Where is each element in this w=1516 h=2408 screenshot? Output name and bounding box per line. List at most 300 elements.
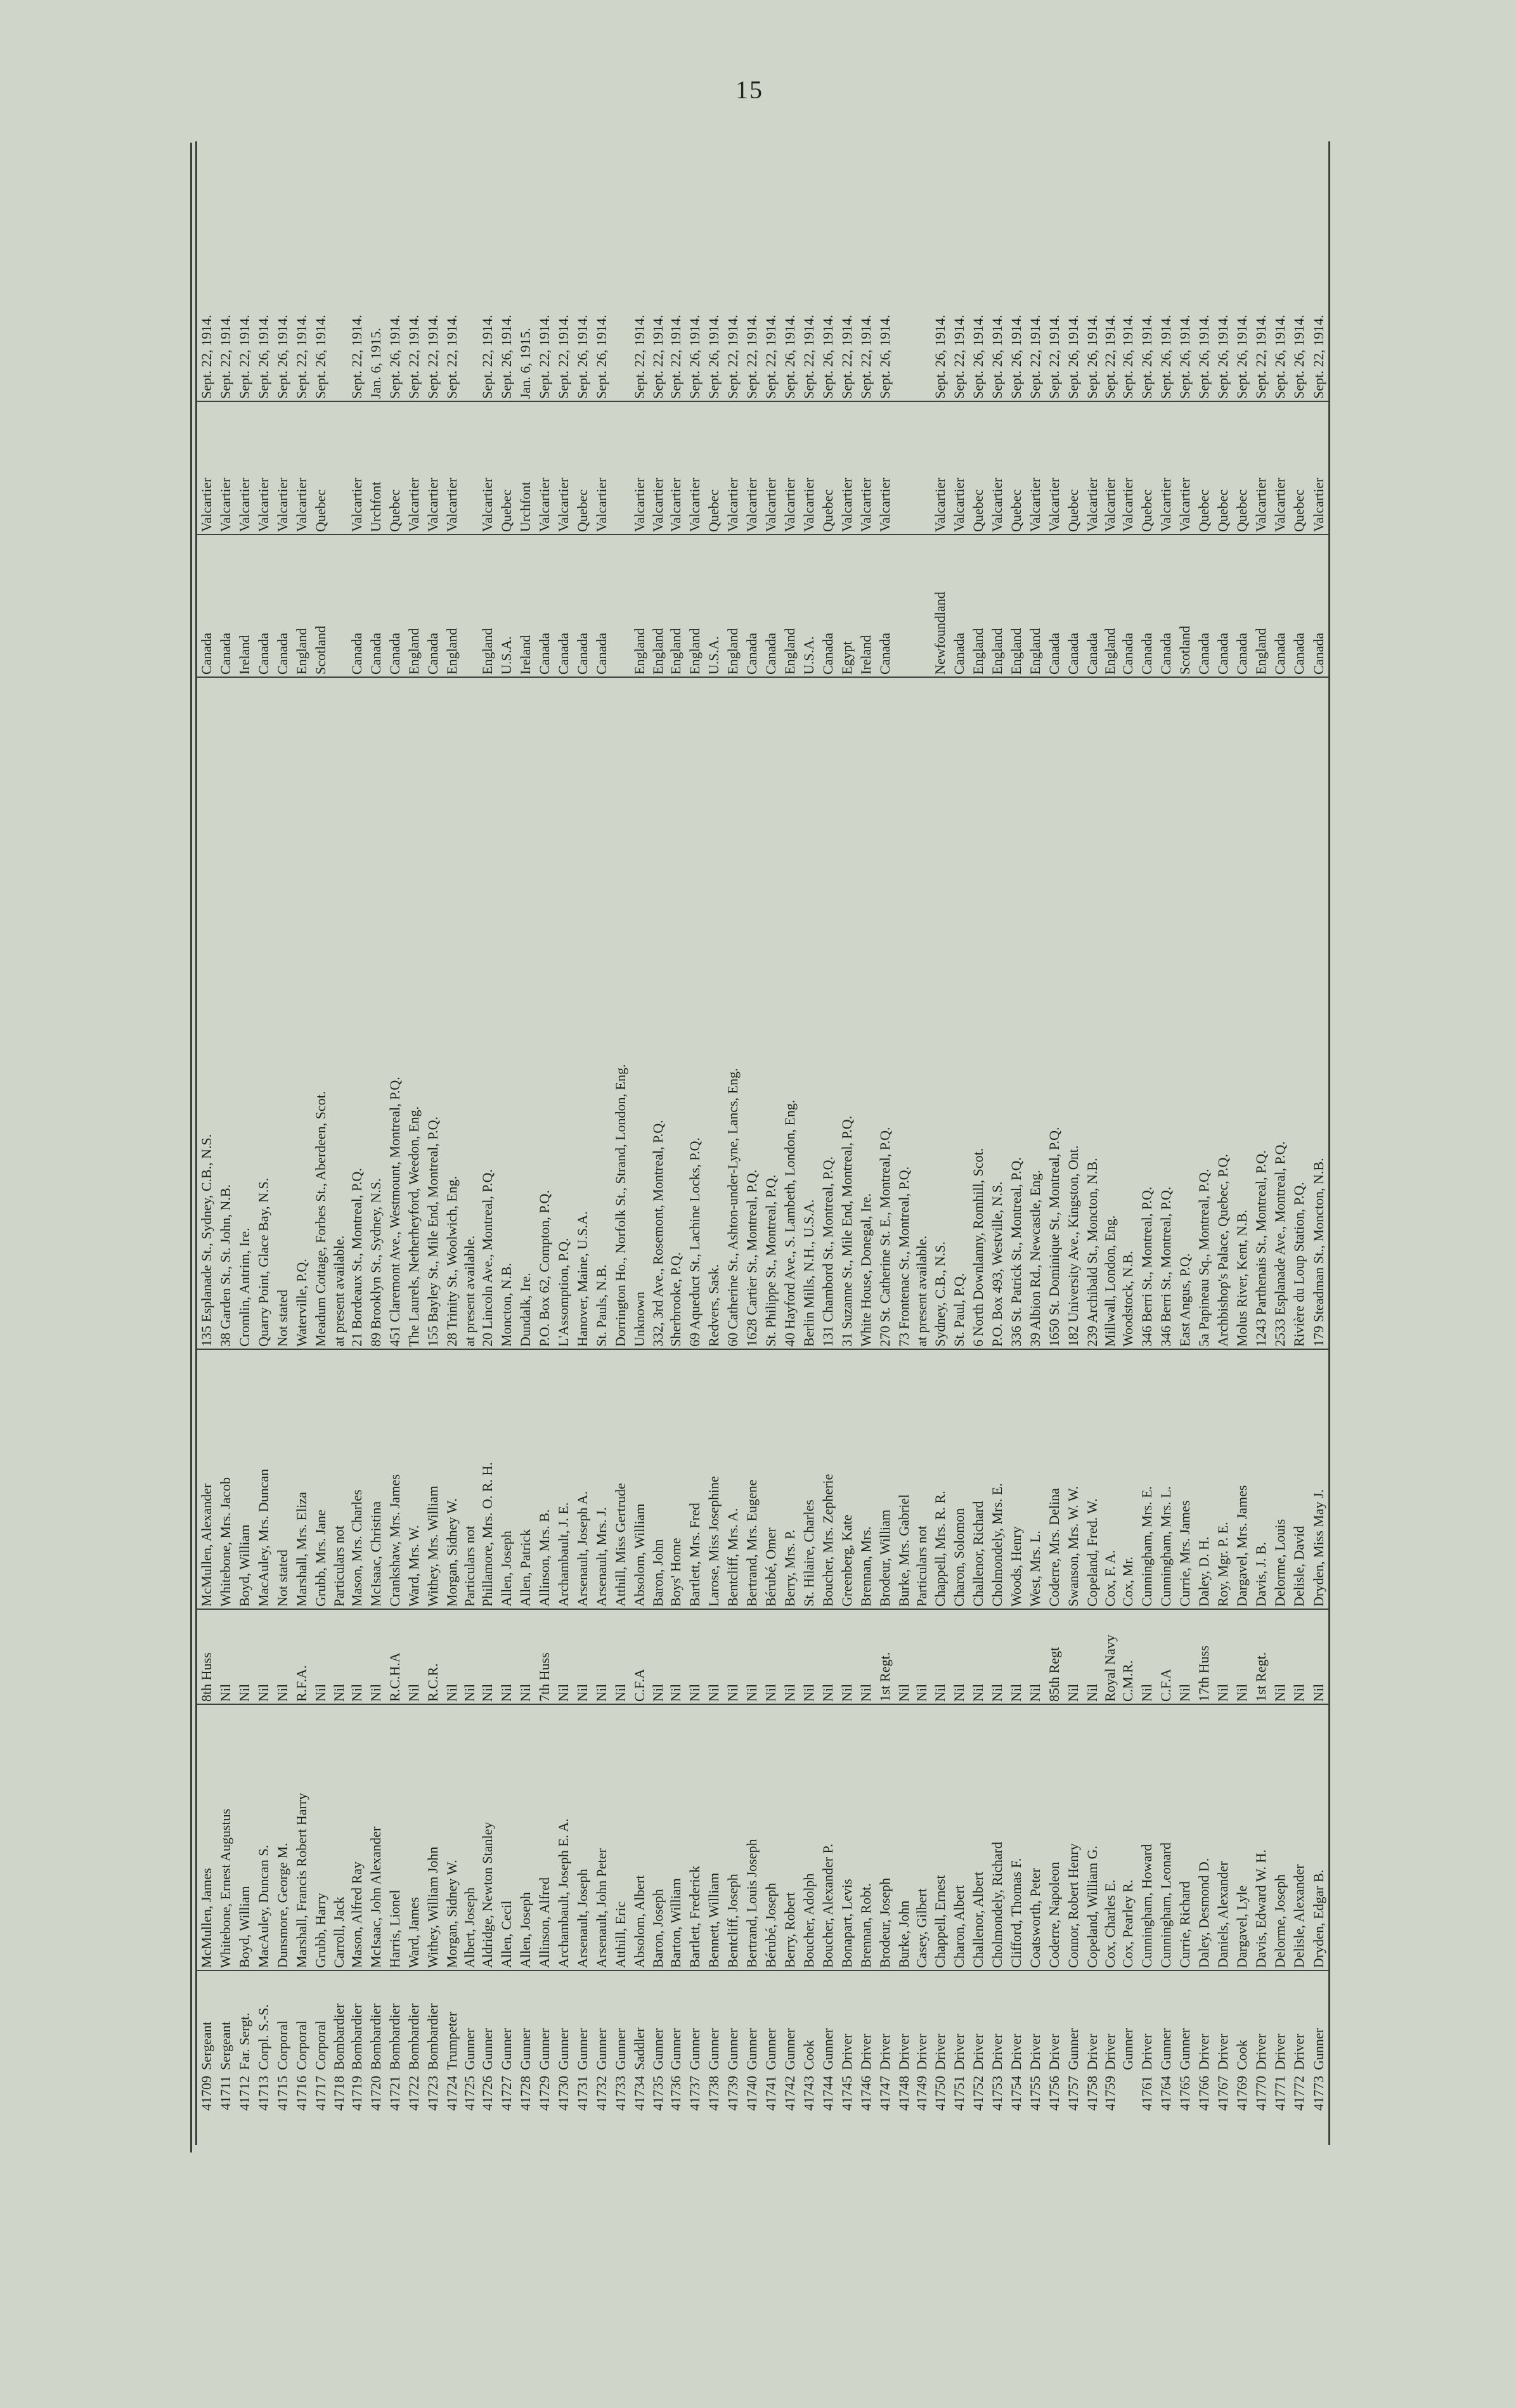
kin-address: 346 Berri St., Montreal, P.Q. xyxy=(1156,677,1176,1349)
table-row xyxy=(649,141,666,2145)
kin-address: 20 Lincoln Ave., Montreal, P.Q. xyxy=(478,677,497,1349)
kin-address: The Laurels, Netherheyford, Weedon, Eng. xyxy=(405,677,424,1349)
country-of-birth xyxy=(914,534,931,677)
country-of-birth: Canada xyxy=(1156,534,1176,677)
enlistment-place: Valcartier xyxy=(931,401,950,534)
table-row xyxy=(914,141,931,2145)
former-corps: Nil xyxy=(592,1609,611,1704)
former-corps: Nil xyxy=(819,1609,838,1704)
kin-address: Rivière du Loup Station, P.Q. xyxy=(1290,677,1309,1349)
former-corps: Nil xyxy=(1137,1609,1156,1704)
regimental-number: 41728 xyxy=(517,2076,534,2111)
former-corps: Nil xyxy=(914,1609,931,1704)
rank: Driver xyxy=(1083,1971,1102,2072)
former-corps: Nil xyxy=(950,1609,969,1704)
rank: Gunner xyxy=(554,1971,573,2072)
table-row xyxy=(876,141,895,2145)
kin-address: 336 St. Patrick St., Montreal, P.Q. xyxy=(1007,677,1026,1349)
regimental-number: 41736 xyxy=(668,2076,684,2111)
table-row xyxy=(1083,141,1102,2145)
rank: Bombardier xyxy=(405,1971,424,2072)
enlistment-place: Valcartier xyxy=(443,401,462,534)
enlistment-place: Urchfont xyxy=(366,401,385,534)
table-row xyxy=(781,141,800,2145)
country-of-birth: England xyxy=(685,534,704,677)
rank: Saddler xyxy=(630,1971,649,2072)
soldier-name: Cunningham, Leonard xyxy=(1156,1704,1176,1971)
soldier-name: Morgan, Sidney W. xyxy=(443,1704,462,1971)
country-of-birth: England xyxy=(649,534,666,677)
table-row xyxy=(1118,141,1137,2145)
kin-address: 69 Aqueduct St., Lachine Locks, P.Q. xyxy=(685,677,704,1349)
country-of-birth: Canada xyxy=(254,534,273,677)
table-row xyxy=(385,141,405,2145)
enlistment-date: Sept. 26, 1914. xyxy=(782,314,798,399)
rank: Corporal xyxy=(292,1971,311,2072)
next-of-kin: Particulars not xyxy=(330,1349,347,1609)
table-row xyxy=(424,141,443,2145)
soldier-name: Bentcliff, Joseph xyxy=(723,1704,742,1971)
enlistment-place: Valcartier xyxy=(723,401,742,534)
soldier-name: Boyd, William xyxy=(235,1704,254,1971)
enlistment-place: Valcartier xyxy=(1252,401,1271,534)
kin-address: 28 Trinity St., Woolwich, Eng. xyxy=(443,677,462,1349)
table-row xyxy=(1156,141,1176,2145)
country-of-birth: U.S.A. xyxy=(800,534,819,677)
kin-address: 31 Suzanne St., Mile End, Montreal, P.Q. xyxy=(838,677,857,1349)
next-of-kin: Baron, John xyxy=(649,1349,666,1609)
regimental-number: 41743 xyxy=(801,2076,817,2111)
enlistment-date: Sept. 22, 1914. xyxy=(1253,314,1269,399)
enlistment-date: Sept. 22, 1914. xyxy=(1102,314,1118,399)
country-of-birth: England xyxy=(478,534,497,677)
rank: Gunner xyxy=(666,1971,685,2072)
regimental-number: 41767 xyxy=(1215,2076,1231,2111)
next-of-kin: Withey, Mrs. William xyxy=(424,1349,443,1609)
enlistment-date xyxy=(895,141,914,401)
table-row xyxy=(311,141,330,2145)
table-row xyxy=(405,141,424,2145)
table-row xyxy=(573,141,592,2145)
soldier-name: Dunsmore, George M. xyxy=(273,1704,292,1971)
regimental-number: 41727 xyxy=(498,2076,515,2111)
soldier-name: Chappell, Ernest xyxy=(931,1704,950,1971)
regimental-number: 41735 xyxy=(649,2076,666,2111)
soldier-name: Cunningham, Howard xyxy=(1137,1704,1156,1971)
next-of-kin: Chappell, Mrs. R. R. xyxy=(931,1349,950,1609)
next-of-kin: Mason, Mrs. Charles xyxy=(347,1349,366,1609)
enlistment-place: Quebec xyxy=(1064,401,1083,534)
enlistment-place xyxy=(895,401,914,534)
regimental-number: 41721 xyxy=(386,2076,403,2111)
former-corps: Nil xyxy=(761,1609,781,1704)
former-corps: Nil xyxy=(1026,1609,1045,1704)
regimental-number: 41712 xyxy=(236,2076,253,2111)
soldier-name: Delorme, Joseph xyxy=(1271,1704,1290,1971)
enlistment-place: Quebec xyxy=(1007,401,1026,534)
soldier-name: Boucher, Alexander P. xyxy=(819,1704,838,1971)
rank: Gunner xyxy=(781,1971,800,2072)
country-of-birth: Ireland xyxy=(516,534,535,677)
soldier-name: McIsaac, John Alexander xyxy=(366,1704,385,1971)
enlistment-place: Valcartier xyxy=(235,401,254,534)
table-row xyxy=(704,141,723,2145)
rank: Gunner xyxy=(685,1971,704,2072)
next-of-kin: Cholmondely, Mrs. E. xyxy=(988,1349,1007,1609)
soldier-name: Boucher, Adolph xyxy=(800,1704,819,1971)
regimental-number: 41755 xyxy=(1027,2076,1043,2111)
country-of-birth xyxy=(895,534,914,677)
country-of-birth: Canada xyxy=(950,534,969,677)
enlistment-date: Sept. 22, 1914. xyxy=(668,314,684,399)
next-of-kin: Arsenault, Mrs. J. xyxy=(592,1349,611,1609)
rank: Driver xyxy=(988,1971,1007,2072)
former-corps: Nil xyxy=(1176,1609,1195,1704)
kin-address: Redvers, Sask. xyxy=(704,677,723,1349)
enlistment-date: Sept. 22, 1914. xyxy=(1027,314,1043,399)
rank: Gunner xyxy=(573,1971,592,2072)
rank: Gunner xyxy=(704,1971,723,2072)
country-of-birth: Canada xyxy=(1083,534,1102,677)
regimental-number: 41766 xyxy=(1196,2076,1212,2111)
table-row xyxy=(216,141,235,2145)
enlistment-place: Valcartier xyxy=(535,401,554,534)
regimental-number: 41716 xyxy=(294,2076,310,2111)
former-corps: C.F.A xyxy=(1156,1609,1176,1704)
next-of-kin: Woods, Henry xyxy=(1007,1349,1026,1609)
table-row xyxy=(1233,141,1252,2145)
enlistment-place: Valcartier xyxy=(197,401,217,534)
table-row xyxy=(1007,141,1026,2145)
next-of-kin: Charon, Solomon xyxy=(950,1349,969,1609)
table-row xyxy=(857,141,876,2145)
rank: Cook xyxy=(1233,1971,1252,2072)
former-corps: Nil xyxy=(1064,1609,1083,1704)
soldier-name: Brennan, Robt. xyxy=(857,1704,876,1971)
country-of-birth: England xyxy=(1102,534,1119,677)
kin-address: 2533 Esplanade Ave., Montreal, P.Q. xyxy=(1271,677,1290,1349)
country-of-birth: Ireland xyxy=(857,534,876,677)
kin-address: 131 Chambord St., Montreal, P.Q. xyxy=(819,677,838,1349)
kin-address: St. Pauls, N.B. xyxy=(592,677,611,1349)
soldier-name: Baron, Joseph xyxy=(649,1704,666,1971)
former-corps: Nil xyxy=(895,1609,914,1704)
enlistment-place: Valcartier xyxy=(685,401,704,534)
rank: Gunner xyxy=(592,1971,611,2072)
soldier-name: Currie, Richard xyxy=(1176,1704,1195,1971)
enlistment-date: Sept. 22, 1914. xyxy=(1310,314,1326,399)
former-corps: Nil xyxy=(800,1609,819,1704)
next-of-kin: Daley, D. H. xyxy=(1195,1349,1214,1609)
regimental-number: 41742 xyxy=(782,2076,798,2111)
table-row xyxy=(330,141,347,2145)
enlistment-date xyxy=(611,141,630,401)
table-row xyxy=(1064,141,1083,2145)
next-of-kin: Delorme, Louis xyxy=(1271,1349,1290,1609)
next-of-kin: Bérubé, Omer xyxy=(761,1349,781,1609)
kin-address: Not stated xyxy=(273,677,292,1349)
rank: Trumpeter xyxy=(443,1971,462,2072)
next-of-kin: Allen, Patrick xyxy=(516,1349,535,1609)
enlistment-date: Sept. 22, 1914. xyxy=(536,314,553,399)
table-row xyxy=(988,141,1007,2145)
kin-address: Sherbrooke, P.Q. xyxy=(666,677,685,1349)
regimental-number: 41717 xyxy=(313,2076,329,2111)
table-row xyxy=(931,141,950,2145)
former-corps: Nil xyxy=(611,1609,630,1704)
enlistment-place: Valcartier xyxy=(742,401,761,534)
table-row xyxy=(1026,141,1045,2145)
enlistment-place: Valcartier xyxy=(649,401,666,534)
soldier-name: Burke, John xyxy=(895,1704,914,1971)
enlistment-place xyxy=(330,401,347,534)
rank: Driver xyxy=(950,1971,969,2072)
soldier-name: Allen, Joseph xyxy=(516,1704,535,1971)
next-of-kin: Cunningham, Mrs. L. xyxy=(1156,1349,1176,1609)
next-of-kin: Burke, Mrs. Gabriel xyxy=(895,1349,914,1609)
kin-address: Woodstock, N.B. xyxy=(1118,677,1137,1349)
table-row xyxy=(366,141,385,2145)
next-of-kin: Cox, F. A. xyxy=(1102,1349,1119,1609)
soldier-name: Connor, Robert Henry xyxy=(1064,1704,1083,1971)
next-of-kin: Dryden, Miss May J. xyxy=(1309,1349,1329,1609)
table-row xyxy=(1137,141,1156,2145)
enlistment-date: Sept. 26, 1914. xyxy=(1196,314,1212,399)
enlistment-date xyxy=(330,141,347,401)
soldier-name: Aldridge, Newton Stanley xyxy=(478,1704,497,1971)
soldier-name: Delisle, Alexander xyxy=(1290,1704,1309,1971)
kin-address: 451 Claremont Ave., Westmount, Montreal, P.Q. xyxy=(385,677,405,1349)
kin-address: Moncton, N.B. xyxy=(497,677,516,1349)
enlistment-place: Urchfont xyxy=(516,401,535,534)
kin-address: Quarry Point, Glace Bay, N.S. xyxy=(254,677,273,1349)
rank: Bombardier xyxy=(347,1971,366,2072)
next-of-kin: Dargavel, Mrs. James xyxy=(1233,1349,1252,1609)
kin-address: White House, Donegal, Ire. xyxy=(857,677,876,1349)
enlistment-date: Sept. 26, 1914. xyxy=(820,314,836,399)
former-corps: Nil xyxy=(1007,1609,1026,1704)
former-corps: Nil xyxy=(478,1609,497,1704)
enlistment-date: Sept. 26, 1914. xyxy=(877,314,893,399)
next-of-kin: Marshall, Mrs. Eliza xyxy=(292,1349,311,1609)
regimental-number: 41725 xyxy=(462,2076,478,2111)
soldier-name: Coatsworth, Peter xyxy=(1026,1704,1045,1971)
enlistment-place: Valcartier xyxy=(1176,401,1195,534)
country-of-birth: Canada xyxy=(573,534,592,677)
rank: Driver xyxy=(1214,1971,1233,2072)
enlistment-place: Quebec xyxy=(1195,401,1214,534)
enlistment-place: Valcartier xyxy=(1083,401,1102,534)
rank: Gunner xyxy=(497,1971,516,2072)
country-of-birth: Canada xyxy=(366,534,385,677)
kin-address: P.O. Box 62, Compton, P.Q. xyxy=(535,677,554,1349)
rank: Gunner xyxy=(611,1971,630,2072)
table-row xyxy=(497,141,516,2145)
kin-address: Cromlin, Antrim, Ire. xyxy=(235,677,254,1349)
enlistment-place: Valcartier xyxy=(761,401,781,534)
enlistment-place: Valcartier xyxy=(988,401,1007,534)
enlistment-place: Quebec xyxy=(1290,401,1309,534)
country-of-birth xyxy=(462,534,479,677)
next-of-kin: Grubb, Mrs. Jane xyxy=(311,1349,330,1609)
kin-address: Unknown xyxy=(630,677,649,1349)
enlistment-place: Valcartier xyxy=(216,401,235,534)
next-of-kin: Delisle, David xyxy=(1290,1349,1309,1609)
country-of-birth: Egypt xyxy=(838,534,857,677)
regimental-number: 41754 xyxy=(1007,2076,1024,2111)
kin-address: Berlin Mills, N.H., U.S.A. xyxy=(800,677,819,1349)
regimental-number: 41731 xyxy=(574,2076,591,2111)
next-of-kin: Swanson, Mrs. W. W. xyxy=(1064,1349,1083,1609)
regimental-number: 41750 xyxy=(931,2076,948,2111)
country-of-birth: England xyxy=(988,534,1007,677)
soldier-name: Bertrand, Louis Joseph xyxy=(742,1704,761,1971)
soldier-name: Allinson, Alfred xyxy=(535,1704,554,1971)
kin-address: 270 St. Catherine St. E., Montreal, P.Q. xyxy=(876,677,895,1349)
kin-address: L'Assomption, P.Q. xyxy=(554,677,573,1349)
kin-address: 155 Bayley St., Mile End, Montreal, P.Q. xyxy=(424,677,443,1349)
table-row xyxy=(347,141,366,2145)
next-of-kin: Particulars not xyxy=(914,1349,931,1609)
soldier-name: Daniels, Alexander xyxy=(1214,1704,1233,1971)
enlistment-date: Sept. 22, 1914. xyxy=(763,314,779,399)
enlistment-place: Valcartier xyxy=(478,401,497,534)
enlistment-date: Sept. 26, 1914. xyxy=(1139,314,1155,399)
regimental-number: 41729 xyxy=(536,2076,553,2111)
enlistment-date: Sept. 22, 1914. xyxy=(217,314,234,399)
rank: Driver xyxy=(1137,1971,1156,2072)
enlistment-place: Quebec xyxy=(385,401,405,534)
regimental-number: 41761 xyxy=(1139,2076,1155,2111)
enlistment-place: Quebec xyxy=(1214,401,1233,534)
soldier-name: Absolom, Albert xyxy=(630,1704,649,1971)
enlistment-place: Quebec xyxy=(311,401,330,534)
regimental-number: 41718 xyxy=(330,2076,347,2111)
rank: Driver xyxy=(1045,1971,1064,2072)
country-of-birth: Canada xyxy=(385,534,405,677)
former-corps: Nil xyxy=(723,1609,742,1704)
soldier-name: McMullen, James xyxy=(197,1704,217,1971)
next-of-kin: MacAuley, Mrs. Duncan xyxy=(254,1349,273,1609)
enlistment-place: Valcartier xyxy=(1271,401,1290,534)
rank: Driver xyxy=(838,1971,857,2072)
enlistment-date: Sept. 22, 1914. xyxy=(555,314,572,399)
country-of-birth: England xyxy=(969,534,988,677)
enlistment-date: Sept. 26, 1914. xyxy=(256,314,272,399)
former-corps: Nil xyxy=(685,1609,704,1704)
country-of-birth: Canada xyxy=(1045,534,1064,677)
country-of-birth: Canada xyxy=(819,534,838,677)
enlistment-date: Sept. 26, 1914. xyxy=(574,314,591,399)
country-of-birth: U.S.A. xyxy=(704,534,723,677)
soldier-name: Barton, William xyxy=(666,1704,685,1971)
next-of-kin: Absolom, William xyxy=(630,1349,649,1609)
regimental-number: 41744 xyxy=(820,2076,836,2111)
rank: Gunner xyxy=(516,1971,535,2072)
country-of-birth: England xyxy=(723,534,742,677)
rank: Driver xyxy=(1007,1971,1026,2072)
enlistment-place: Valcartier xyxy=(838,401,857,534)
next-of-kin: West, Mrs. L. xyxy=(1026,1349,1045,1609)
regimental-number: 41758 xyxy=(1084,2076,1100,2111)
enlistment-date: Sept. 22, 1914. xyxy=(801,314,817,399)
former-corps: Royal Navy xyxy=(1102,1609,1119,1704)
soldier-name: Albert, Joseph xyxy=(462,1704,479,1971)
former-corps: Nil xyxy=(1290,1609,1309,1704)
kin-address: East Angus, P.Q. xyxy=(1176,677,1195,1349)
next-of-kin: Currie, Mrs. James xyxy=(1176,1349,1195,1609)
regimental-number: 41764 xyxy=(1158,2076,1174,2111)
rank: Gunner xyxy=(649,1971,666,2072)
next-of-kin: Copeland, Fred. W. xyxy=(1083,1349,1102,1609)
former-corps: Nil xyxy=(666,1609,685,1704)
soldier-name: Harris, Lionel xyxy=(385,1704,405,1971)
former-corps: R.F.A. xyxy=(292,1609,311,1704)
kin-address: Dundalk, Ire. xyxy=(516,677,535,1349)
regimental-number: 41765 xyxy=(1177,2076,1193,2111)
soldier-name: Withey, William John xyxy=(424,1704,443,1971)
soldier-name: Copeland, William G. xyxy=(1083,1704,1102,1971)
enlistment-place: Valcartier xyxy=(292,401,311,534)
table-row xyxy=(895,141,914,2145)
table-row xyxy=(235,141,254,2145)
rank: Driver xyxy=(1102,1971,1119,2072)
regimental-number: 41751 xyxy=(950,2076,967,2111)
soldier-name: Davis, Edward W. H. xyxy=(1252,1704,1271,1971)
regimental-number: 41770 xyxy=(1253,2076,1269,2111)
table-row xyxy=(969,141,988,2145)
country-of-birth: England xyxy=(630,534,649,677)
soldier-name: Mason, Alfred Ray xyxy=(347,1704,366,1971)
table-row xyxy=(819,141,838,2145)
kin-address: 1650 St. Dominique St., Montreal, P.Q. xyxy=(1045,677,1064,1349)
regimental-number: 41719 xyxy=(348,2076,365,2111)
enlistment-date: Sept. 22, 1914. xyxy=(236,314,253,399)
enlistment-date: Sept. 22, 1914. xyxy=(744,314,760,399)
next-of-kin: McMullen, Alexander xyxy=(197,1349,217,1609)
kin-address: at present available. xyxy=(330,677,347,1349)
regimental-number: 41773 xyxy=(1310,2076,1326,2111)
enlistment-place: Quebec xyxy=(819,401,838,534)
country-of-birth: Canada xyxy=(424,534,443,677)
enlistment-date: Sept. 26, 1914. xyxy=(498,314,515,399)
enlistment-place: Valcartier xyxy=(1156,401,1176,534)
enlistment-date: Sept. 22, 1914. xyxy=(424,314,441,399)
rank: Driver xyxy=(969,1971,988,2072)
regimental-number: 41753 xyxy=(988,2076,1005,2111)
regimental-number: 41739 xyxy=(725,2076,741,2111)
country-of-birth: Newfoundland xyxy=(931,534,950,677)
rank: Bombardier xyxy=(385,1971,405,2072)
page-number: 15 xyxy=(735,75,763,104)
next-of-kin: Morgan, Sidney W. xyxy=(443,1349,462,1609)
country-of-birth: Canada xyxy=(1290,534,1309,677)
enlistment-place: Quebec xyxy=(497,401,516,534)
enlistment-date: Sept. 26, 1914. xyxy=(1215,314,1231,399)
enlistment-date: Jan. 6, 1915. xyxy=(367,328,384,399)
table-row xyxy=(1195,141,1214,2145)
former-corps: Nil xyxy=(781,1609,800,1704)
regimental-number: 41746 xyxy=(858,2076,874,2111)
soldier-name: Whitebone, Ernest Augustus xyxy=(216,1704,235,1971)
country-of-birth: Canada xyxy=(554,534,573,677)
next-of-kin: Allinson, Mrs. B. xyxy=(535,1349,554,1609)
enlistment-place: Valcartier xyxy=(273,401,292,534)
soldier-name: Archambault, Joseph E. A. xyxy=(554,1704,573,1971)
former-corps: 8th Huss xyxy=(197,1609,217,1704)
next-of-kin: Arsenault, Joseph A. xyxy=(573,1349,592,1609)
rank: Corpl. S.-S. xyxy=(254,1971,273,2072)
